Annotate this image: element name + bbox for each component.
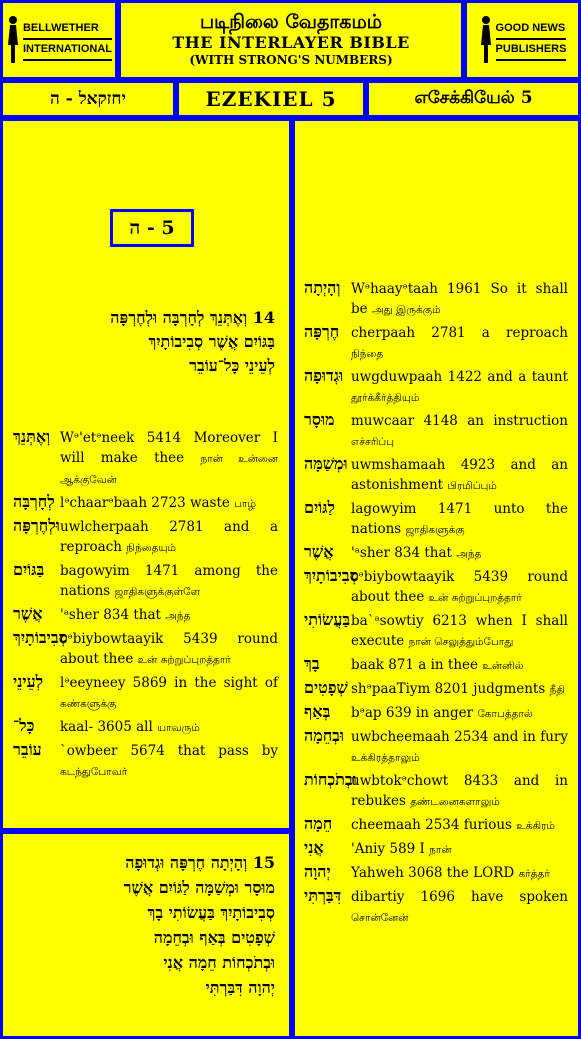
hebrew-word: סְבִיבוֹתָיִךְ (13, 628, 68, 647)
word-entry (304, 839, 568, 860)
word-entry (304, 455, 568, 496)
word-entry (304, 323, 568, 364)
word-entry (304, 367, 568, 408)
hebrew-word: לְחָרְבָּה (13, 492, 55, 511)
verse14-column (0, 118, 292, 831)
transliteration-gloss: baak 871 a in thee (351, 657, 479, 673)
tamil-gloss: அந்த (165, 610, 191, 622)
transliteration-gloss: uwbcheemaah 2534 and in fury (351, 729, 568, 745)
hebrew-word: לַגּוֹיִם (304, 498, 336, 517)
tamil-gloss: அந்த (456, 548, 482, 560)
transliteration-gloss: lᵊchaarᵊbaah 2723 waste (60, 495, 230, 511)
tamil-gloss: நிந்தையும் (126, 542, 176, 554)
tamil-gloss: அது இருக்கும் (371, 304, 441, 316)
transliteration-gloss: uwgduwpaah 1422 and a taunt (351, 369, 568, 385)
word-entry (304, 815, 568, 836)
hebrew-word: דִּבַּרְתִּי (304, 886, 342, 905)
hebrew-word: עוֹבֵר (13, 740, 42, 759)
tamil-gloss: ஜாதிகளுக்குள்ளே (114, 586, 201, 598)
transliteration-gloss: ba`ᵃsowtiy 6213 when I shall execute (351, 613, 568, 649)
transliteration-gloss: kaal- 3605 all (60, 719, 153, 735)
tamil-gloss: கடந்துபோவர் (60, 766, 128, 778)
bellwether-logo-box (0, 0, 118, 80)
transliteration-gloss: cᵊbiybowtaayik 5439 round about thee (351, 569, 568, 605)
word-entry (13, 717, 278, 738)
title-subtitle: (WITH STRONG'S NUMBERS) (189, 53, 393, 67)
verse15-column (0, 831, 292, 1039)
tamil-gloss: நான் செலுத்தும்போது (408, 636, 514, 648)
chapter-box: 5 - ה (110, 209, 194, 247)
tamil-gloss: கர்த்தர் (518, 868, 550, 880)
hebrew-word: חֶרְפָּה (304, 322, 340, 341)
hebrew-word: אֲשֶׁר (304, 542, 334, 561)
tamil-gloss: உன் சுற்றுப்புறத்தார் (428, 592, 522, 604)
book-title-hebrew: יחזקאל - ה (50, 89, 126, 109)
word-entry (304, 863, 568, 884)
word-entry (304, 679, 568, 700)
word-entry (13, 741, 278, 782)
tamil-gloss: நிந்தை (351, 348, 384, 360)
transliteration-gloss: shᵊpaaTiym 8201 judgments (351, 681, 546, 697)
word-entry (304, 703, 568, 724)
tamil-gloss: பிரமிப்பும் (447, 480, 497, 492)
book-title-tamil: எசேக்கியேல் 5 (414, 88, 533, 108)
word-entry (13, 561, 278, 602)
verse14-hebrew: 14 וְאֶתְּנֵךְ לְחָרְבָּה וּלְחֶרְפָּה בַּגּוֹיִם אֲשֶׁר סְבִיבוֹתָיִךְ לְעֵינֵי כָּל־עוֹבֵר (110, 308, 275, 375)
transliteration-gloss: 'ᵃsher 834 that (60, 607, 161, 623)
word-entry (304, 499, 568, 540)
word-entry (304, 543, 568, 564)
word-entry (304, 567, 568, 608)
transliteration-gloss: lᵊeeyneey 5869 in the sight of (60, 675, 278, 691)
tamil-gloss: உக்கிரத்தாலும் (351, 752, 420, 764)
word-entry (304, 611, 568, 652)
tamil-gloss: உன் சுற்றுப்புறத்தார் (137, 654, 231, 666)
hebrew-word: וּמְשַׁמָּה (304, 454, 348, 473)
transliteration-gloss: Yahweh 3068 the LORD (351, 865, 515, 881)
word-entry (304, 279, 568, 320)
transliteration-gloss: lagowyim 1471 unto the nations (351, 501, 568, 537)
word-entry (13, 493, 278, 514)
tamil-gloss: உன்னில் (482, 660, 524, 672)
transliteration-gloss: cherpaah 2781 a reproach (351, 325, 568, 341)
tamil-gloss: நான் உன்னை ஆக்குவேன் (60, 453, 278, 486)
verse15-word-column (292, 118, 581, 1039)
hebrew-word: כָּל־ (13, 716, 35, 735)
word-entry (13, 428, 278, 490)
transliteration-gloss: uwlcherpaah 2781 and a reproach (60, 519, 278, 555)
hebrew-word: אֲשֶׁר (13, 604, 43, 623)
title-box (118, 0, 464, 80)
hebrew-word: וּבְחֵמָה (304, 726, 344, 745)
good-news-logo-text: GOOD NEWS PUBLISHERS (496, 19, 567, 61)
book-title-english-box (176, 80, 366, 118)
transliteration-gloss: uwmshamaah 4923 and an astonishment (351, 457, 568, 493)
hebrew-word: בָךְ (304, 654, 320, 673)
bellwether-figure-icon (6, 15, 20, 65)
tamil-gloss: உக்கிரம் (516, 820, 555, 832)
title-english: THE INTERLAYER BIBLE (172, 33, 410, 52)
word-entry (13, 673, 278, 714)
tamil-gloss: தூர்க்கீர்த்தியும் (351, 392, 420, 404)
tamil-gloss: சொன்னேன் (351, 912, 409, 924)
transliteration-gloss: Wᵊhaayᵊtaah 1961 So it shall be (351, 281, 568, 317)
transliteration-gloss: `owbeer 5674 that pass by (60, 743, 278, 759)
hebrew-word: מוּסָר (304, 410, 335, 429)
hebrew-word: סְבִיבוֹתָיִךְ (304, 566, 359, 585)
transliteration-gloss: dibartiy 1696 have spoken (351, 889, 568, 905)
hebrew-word: אֲנִי (304, 838, 324, 857)
hebrew-word: חֵמָה (304, 814, 333, 833)
word-entry (304, 887, 568, 928)
tamil-gloss: ஜாதிகளுக்கு (405, 524, 465, 536)
good-news-figure-icon (479, 15, 493, 65)
verse15-word-list (304, 279, 568, 931)
word-entry (304, 655, 568, 676)
tamil-gloss: நீதி (549, 684, 565, 696)
book-title-tamil-box (366, 80, 581, 118)
transliteration-gloss: bᵊap 639 in anger (351, 705, 474, 721)
hebrew-word: בַּעֲשׂוֹתִי (304, 610, 351, 629)
hebrew-word: וְהָיְתָה (304, 278, 341, 297)
word-entry (13, 517, 278, 558)
tamil-gloss: கோபத்தால் (477, 708, 533, 720)
word-entry (304, 771, 568, 812)
book-title-english: EZEKIEL 5 (205, 87, 337, 111)
transliteration-gloss: muwcaar 4148 an instruction (351, 413, 568, 429)
tamil-gloss: எச்சரிப்பு (351, 436, 395, 448)
transliteration-gloss: uwbtokᵊchowt 8433 and in rebukes (351, 773, 568, 809)
tamil-gloss: பாழ் (234, 498, 256, 510)
bellwether-logo-text: BELLWETHER INTERNATIONAL (23, 19, 112, 61)
good-news-logo-box (464, 0, 581, 80)
hebrew-word: בַּגּוֹיִם (13, 560, 45, 579)
book-title-hebrew-box (0, 80, 176, 118)
transliteration-gloss: bagowyim 1471 among the nations (60, 563, 278, 599)
hebrew-word: לְעֵינֵי (13, 672, 44, 691)
tamil-gloss: யாவரும் (157, 722, 200, 734)
tamil-gloss: கண்களுக்கு (60, 698, 117, 710)
hebrew-word: יְהוָה (304, 862, 331, 881)
word-entry (304, 411, 568, 452)
tamil-gloss: நான் (429, 844, 452, 856)
transliteration-gloss: 'Aniy 589 I (351, 841, 425, 857)
word-entry (13, 629, 278, 670)
word-entry (304, 727, 568, 768)
tamil-gloss: தண்டனைகளாலும் (410, 796, 500, 808)
hebrew-word: שְׁפָטִים (304, 678, 348, 697)
transliteration-gloss: cheemaah 2534 furious (351, 817, 512, 833)
verse14-word-list (13, 428, 278, 785)
transliteration-gloss: 'ᵃsher 834 that (351, 545, 452, 561)
verse15-hebrew: 15 וְהָיְתָה חֶרְפָּה וּגְדוּפָה מוּסָר וּמְשַׁמָּה לַגּוֹיִם אֲשֶׁר סְבִיבוֹתָיִךְ בַּעֲשׂוֹתִי בָךְ שְׁפָטִים בְּאַף וּבְחֵמָה וּבְתֹכְחוֹת חֵמָה אֲנִי יְהוָה דִּבַּרְתִּי (123, 853, 275, 997)
hebrew-word: וּגְדוּפָה (304, 366, 344, 385)
transliteration-gloss: cᵊbiybowtaayik 5439 round about thee (60, 631, 278, 667)
hebrew-word: וְאֶתְּנֵךְ (13, 427, 51, 446)
title-tamil: படிநிலை வேதாகமம் (199, 11, 383, 33)
word-entry (13, 605, 278, 626)
hebrew-word: בְּאַף (304, 702, 331, 721)
hebrew-word: וּבְתֹכְחוֹת (304, 770, 357, 789)
hebrew-word: וּלְחֶרְפָּה (13, 516, 60, 535)
transliteration-gloss: Wᵊ'etᵊneek 5414 Moreover I will make thee (60, 430, 278, 466)
